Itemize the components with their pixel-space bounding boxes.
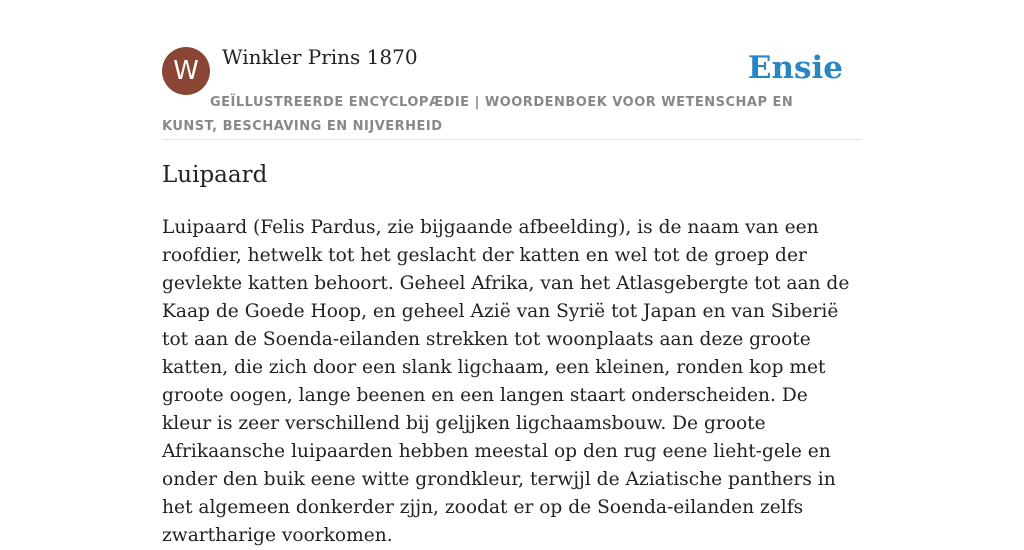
- ensie-logo[interactable]: Ensie: [747, 50, 843, 86]
- source-subtitle: GEÏLLUSTREERDE ENCYCLOPÆDIE | WOORDENBOEK VOOR WETENSCHAP EN KUNST, BESCHAVING EN NIJVERHEID: [162, 95, 794, 134]
- article-title: Luipaard: [162, 162, 268, 188]
- source-title[interactable]: Winkler Prins 1870: [222, 45, 418, 69]
- header-divider: [162, 139, 862, 140]
- source-avatar: W: [162, 47, 210, 95]
- article-body: Luipaard (Felis Pardus, zie bijgaande afbeelding), is de naam van een roofdier, hetwelk tot het geslacht der katten en wel tot de groep der gevlekte katten behoort. Geheel Afrika, van het Atlasgebergte tot aan de Kaap de Goede Hoop, en geheel Azië van Syrië tot Japan en van Siberië tot aan de Soenda-eilanden strekken tot woonplaats aan deze groote katten, die zich door een slank ligchaam, een kleinen, ronden kop met groote oogen, lange beenen en een langen staart onderscheiden. De kleur is zeer verschillend bij geljjken ligchaamsbouw. De groote Afrikaansche luipaarden hebben meestal op den rug eene lieht-gele en onder den buik eene witte grondkleur, terwjjl de Aziatische panthers in het algemeen donkerder zjjn, zoodat er op de Soenda-eilanden zelfs zwartharige voorkomen.: [162, 217, 850, 546]
